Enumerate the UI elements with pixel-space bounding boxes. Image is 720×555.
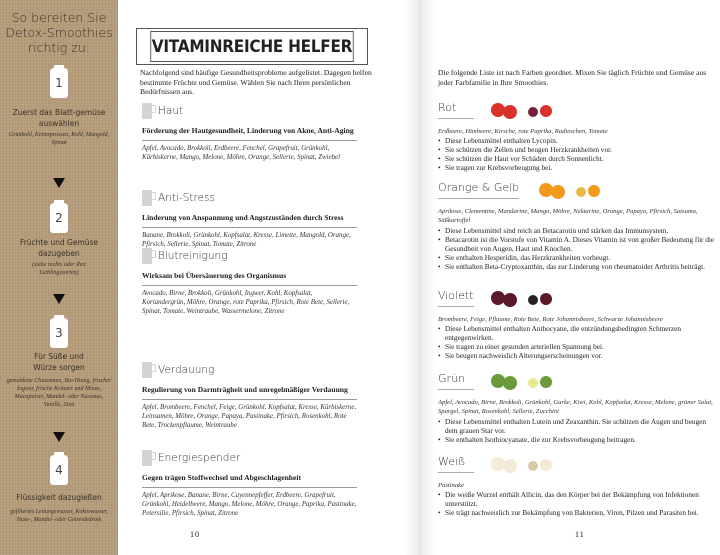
health-section bbox=[142, 248, 357, 317]
food-list: Erdbeere, Himbeere, Kirsche, rote Paprika, Radieschen, Tomate bbox=[438, 128, 608, 135]
fruit-shape bbox=[491, 103, 505, 117]
jug-icon bbox=[142, 450, 152, 466]
color-heading: Grün bbox=[438, 372, 474, 390]
divider bbox=[142, 285, 357, 286]
bottle-icon: 1 bbox=[50, 68, 68, 98]
bottle-icon: 4 bbox=[50, 455, 68, 485]
smoothie-steps-sidebar bbox=[0, 0, 118, 555]
step-detail: gemahlene Chiasamen, Bio-Honig, frischer Ingwer, frische Kräuter und Minze, Macapulver, Mandel- oder Nussmus, Vanille, Zimt bbox=[6, 378, 112, 408]
color-heading: Weiß bbox=[438, 455, 474, 473]
bottle-icon: 3 bbox=[50, 318, 68, 348]
benefit-item: • Sie enthalten Hesperidin, das Herzkrankheiten vorbeugt. bbox=[438, 253, 716, 262]
page-number: 10 bbox=[190, 530, 200, 539]
color-section bbox=[438, 455, 716, 517]
benefit-item: • Diese Lebensmittel enthalten Lutein und Zeaxanthin. Sie schützen die Augen und beugen dem grauen Star vor. bbox=[438, 417, 716, 435]
color-heading: Orange & Gelb bbox=[438, 181, 519, 199]
benefit-item: • Die weiße Wurzel enthält Allicin, das den Körper bei der Bekämpfung von Infektionen unterstützt. bbox=[438, 490, 716, 508]
page-number: 11 bbox=[575, 530, 585, 539]
fruit-illustration bbox=[488, 286, 568, 310]
fruit-shape bbox=[540, 293, 552, 305]
bottle-icon: 2 bbox=[50, 203, 68, 233]
color-section bbox=[438, 181, 716, 271]
section-heading: Anti-Stress bbox=[158, 192, 215, 204]
book-gutter bbox=[405, 0, 435, 555]
health-section bbox=[142, 103, 357, 162]
health-section bbox=[142, 362, 357, 431]
fruit-shape bbox=[503, 376, 517, 390]
benefit-item: • Diese Lebensmittel enthalten Anthocyane, die entzündungsbedingten Schmerzen entgegenwirken. bbox=[438, 324, 716, 342]
benefit-item: • Diese Lebensmittel enthalten Lycopin. bbox=[438, 136, 716, 145]
page-title-box bbox=[136, 28, 368, 65]
color-heading: Rot bbox=[438, 101, 474, 119]
fruit-shape bbox=[588, 185, 600, 197]
fruit-shape bbox=[528, 295, 538, 305]
benefit-item: • Sie enthalten Beta-Cryptoxanthin, das zur Linderung von rheumatoider Arthritis beiträgt. bbox=[438, 262, 716, 271]
fruit-illustration bbox=[536, 178, 616, 202]
section-subtitle: Linderung von Anspannung und Angstzuständen durch Stress bbox=[142, 213, 344, 222]
benefit-item: • Sie tragen zu einer gesunden arteriellen Spannung bei. bbox=[438, 342, 716, 351]
benefit-item: • Sie schützen die Zellen und beugen Herzkrankheiten vor. bbox=[438, 145, 716, 154]
fruit-shape bbox=[491, 291, 505, 305]
step-detail: gefiltertes Leitungswasser, Kokoswasser, Nuss-, Mandel- oder Getreidedrink bbox=[10, 509, 108, 523]
benefit-item: • Sie trägt nachweislich zur Bekämpfung von Bakterien, Viren, Pilzen und Parasiten bei. bbox=[438, 508, 716, 517]
fruit-shape bbox=[540, 459, 552, 471]
step-label: Flüssigkeit dazugießen bbox=[16, 493, 102, 502]
step-label: Für Süße und Würze sorgen bbox=[33, 352, 85, 372]
health-section bbox=[142, 190, 357, 249]
fruit-illustration bbox=[488, 98, 568, 122]
benefit-list bbox=[438, 417, 716, 444]
step-label: Zuerst das Blatt-gemüse auswählen bbox=[12, 108, 106, 128]
section-subtitle: Regulierung von Darmträgheit und unregelmäßiger Verdauung bbox=[142, 385, 348, 394]
divider bbox=[142, 399, 357, 400]
jug-icon bbox=[142, 190, 152, 206]
fruit-shape bbox=[540, 105, 552, 117]
arrow-down-icon bbox=[53, 432, 65, 442]
jug-icon bbox=[142, 103, 152, 119]
benefit-item: • Sie enthalten Isothiocyanate, die zur Krebsvorbeugung beitragen. bbox=[438, 435, 716, 444]
benefit-list bbox=[438, 226, 716, 271]
step-label: Früchte und Gemüse dazugeben bbox=[19, 238, 99, 258]
food-list: Apfel, Avocado, Birne, Brokkoli, Grünkohl, Gurke, Kiwi, Kohl, Kopfsalat, Kresse, Melone, grüner Salat, Spargel, Spinat, Rosenkohl, Sellerie, Zucchini bbox=[438, 399, 713, 416]
food-list: Apfel, Brombeere, Fenchel, Feige, Grünkohl, Kopfsalat, Kresse, Kürbiskerne, Leinsamen, Möhre, Orange, Papaya, Pastinake, Pfirsich, Rosenkohl, Rote Bete, Trockenpflaume, Weintraube bbox=[142, 403, 357, 430]
page-title: VITAMINREICHE HELFER bbox=[150, 31, 353, 62]
fruit-shape bbox=[491, 457, 505, 471]
food-list: Apfel, Avocado, Brokkoli, Erdbeere, Fenchel, Grapefruit, Grünkohl, Kürbiskerne, Mango, Melone, Möhre, Orange, Sellerie, Spinat, Zwiebel bbox=[142, 144, 341, 161]
fruit-shape bbox=[491, 374, 505, 388]
benefit-list bbox=[438, 324, 716, 360]
section-heading: Blutreinigung bbox=[158, 250, 228, 262]
fruit-shape bbox=[576, 187, 586, 197]
fruit-shape bbox=[503, 105, 517, 119]
section-subtitle: Wirksam bei Übersäuerung des Organismus bbox=[142, 271, 287, 280]
fruit-illustration bbox=[488, 452, 568, 476]
section-heading: Verdauung bbox=[158, 364, 215, 376]
food-list: Pastinake bbox=[438, 482, 465, 489]
arrow-down-icon bbox=[53, 178, 65, 188]
arrow-down-icon bbox=[53, 294, 65, 304]
benefit-list bbox=[438, 490, 716, 517]
food-list: Apfel, Aprikose, Banane, Birne, Cayennepfeffer, Erdbeere, Grapefruit, Grünkohl, Heidelbeere, Mango, Melone, Möhre, Orange, Paprika, Pastinake, Petersilie, Pfirsich, Spinat, Zitrone bbox=[142, 491, 357, 518]
step-detail: Grünkohl, Keimsprossen, Kohl, Mangold, Spinat bbox=[8, 132, 110, 146]
fruit-shape bbox=[503, 459, 517, 473]
color-heading: Violett bbox=[438, 289, 474, 307]
section-heading: Energiespender bbox=[158, 452, 241, 464]
benefit-item: • Betacarotin ist die Vorstufe von Vitamin A. Dieses Vitamin ist von großer Bedeutung für die Gesundheit von Augen, Haut und Knochen. bbox=[438, 235, 716, 253]
benefit-item: • Sie tragen zur Krebsvorbeugung bei. bbox=[438, 163, 716, 172]
fruit-shape bbox=[540, 376, 552, 388]
section-subtitle: Förderung der Hautgesundheit, Linderung von Akne, Anti-Aging bbox=[142, 126, 354, 135]
fruit-shape bbox=[528, 378, 538, 388]
benefit-item: • Diese Lebensmittel sind reich an Betacarotin und stärken das Immunsystem. bbox=[438, 226, 716, 235]
jug-icon bbox=[142, 362, 152, 378]
color-section bbox=[438, 101, 716, 172]
sidebar-title: So bereiten Sie Detox-Smoothies richtig zu: bbox=[5, 10, 113, 55]
section-heading: Haut bbox=[158, 105, 184, 117]
divider bbox=[142, 487, 357, 488]
left-intro: Nachfolgend sind häufige Gesundheitsprobleme aufgelistet. Dagegen helfen bestimmte Früchte und Gemüse. Wählen Sie nach Ihren persönlichen Bedürfnissen aus. bbox=[140, 68, 372, 97]
health-section bbox=[142, 450, 357, 519]
color-section bbox=[438, 372, 716, 444]
food-list: Aprikose, Clementine, Mandarine, Mango, Möhre, Nektarine, Orange, Papaya, Pfirsich, Satsuma, Süßkartoffel bbox=[438, 208, 698, 225]
benefit-list bbox=[438, 136, 716, 172]
divider bbox=[142, 227, 357, 228]
color-section bbox=[438, 289, 716, 360]
fruit-shape bbox=[503, 293, 517, 307]
step-detail: (siehe rechts oder Ihre Lieblingssorten) bbox=[31, 262, 87, 276]
benefit-item: • Sie beugen nachweislich Alterungserscheinungen vor. bbox=[438, 351, 716, 360]
benefit-item: • Sie schützen die Haut vor Schäden durch Sonnenlicht. bbox=[438, 154, 716, 163]
food-list: Brombeere, Feige, Pflaume, Rote Bete, Rote Johannisbeere, Schwarze Johannisbeere bbox=[438, 316, 663, 323]
divider bbox=[142, 140, 357, 141]
food-list: Avocado, Birne, Brokkoli, Grünkohl, Ingwer, Kohl, Kopfsalat, Koriandergrün, Möhre, Orange, rote Paprika, Pfirsich, Rote Bete, Sellerie, Spinat, Tomate, Weintraube, Wassermelone, Zitrone bbox=[142, 289, 350, 316]
fruit-shape bbox=[528, 461, 538, 471]
fruit-shape bbox=[528, 107, 538, 117]
fruit-shape bbox=[539, 183, 553, 197]
fruit-shape bbox=[551, 185, 565, 199]
section-subtitle: Gegen trägen Stoffwechsel und Abgeschlagenheit bbox=[142, 473, 302, 482]
right-intro: Die folgende Liste ist nach Farben geordnet. Mixen Sie täglich Früchte und Gemüse aus jeder Farbfamilie in Ihre Smoothies. bbox=[438, 68, 707, 87]
food-list: Banane, Brokkoli, Grünkohl, Kopfsalat, Kresse, Limette, Mangold, Orange, Pfirsich, Sellerie, Spinat, Tomate, Zitrone bbox=[142, 231, 351, 248]
fruit-illustration bbox=[488, 369, 568, 393]
jug-icon bbox=[142, 248, 152, 264]
